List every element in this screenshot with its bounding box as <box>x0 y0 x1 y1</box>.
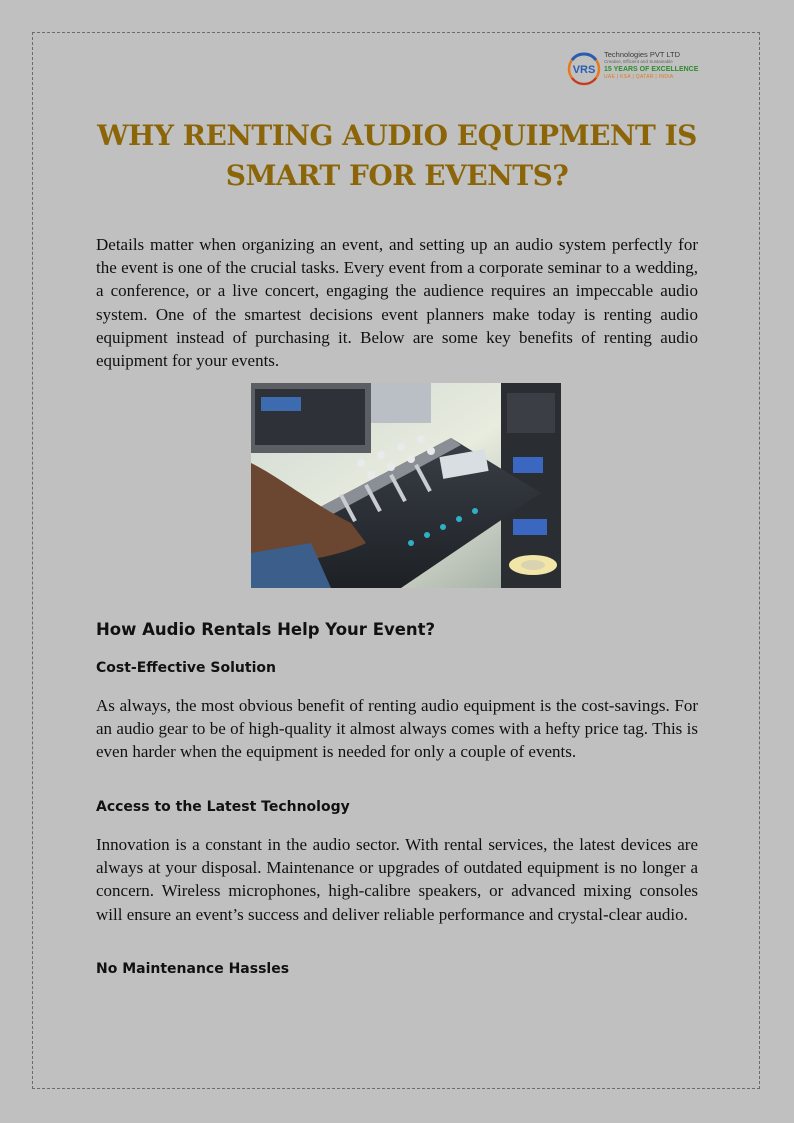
logo-text <box>604 50 698 81</box>
latest-technology-heading: Access to the Latest Technology <box>96 799 350 815</box>
intro-paragraph: Details matter when organizing an event, and setting up an audio system perfectly for the event is one of the crucial tasks. Every event from a corporate seminar to a wedding, a conference, or a live concert, engaging the audience requires an impeccable audio system. One of the smartest decisions event planners make today is renting audio equipment instead of purchasing it. Below are some key benefits of renting audio equipment for your events. <box>96 235 698 371</box>
cost-effective-heading: Cost-Effective Solution <box>96 660 276 676</box>
latest-technology-paragraph: Innovation is a constant in the audio sector. With rental services, the latest devices are always at your disposal. Maintenance or upgrades of outdated equipment is no longer a concern. Wireless microphones, high-calibre speakers, or advanced mixing consoles will ensure an event’s success and deliver reliable performance and crystal-clear audio. <box>96 835 698 924</box>
logo-years: 15 YEARS OF EXCELLENCE <box>604 66 699 73</box>
section-heading: How Audio Rentals Help Your Event? <box>96 620 436 639</box>
page-title <box>96 116 698 196</box>
page-title-line-1: WHY RENTING AUDIO EQUIPMENT IS <box>97 119 697 152</box>
svg-text:VRS: VRS <box>572 64 596 76</box>
logo-company: Technologies PVT LTD <box>604 50 681 59</box>
logo-regions: UAE | KSA | QATAR | INDIA <box>604 74 674 80</box>
maintenance-heading: No Maintenance Hassles <box>96 961 290 977</box>
vrs-logo-icon <box>566 52 602 86</box>
page-title-line-2: SMART FOR EVENTS? <box>225 159 569 192</box>
cost-effective-paragraph: As always, the most obvious benefit of renting audio equipment is the cost-savings. For an audio gear to be of high-quality it almost always comes with a hefty price tag. This is even harder when the equipment is needed for only a couple of events. <box>96 696 698 762</box>
audio-mixer-photo <box>251 383 561 588</box>
logo-tagline: Creative, Efficient and Sustainable <box>604 59 673 64</box>
company-logo <box>566 50 706 90</box>
